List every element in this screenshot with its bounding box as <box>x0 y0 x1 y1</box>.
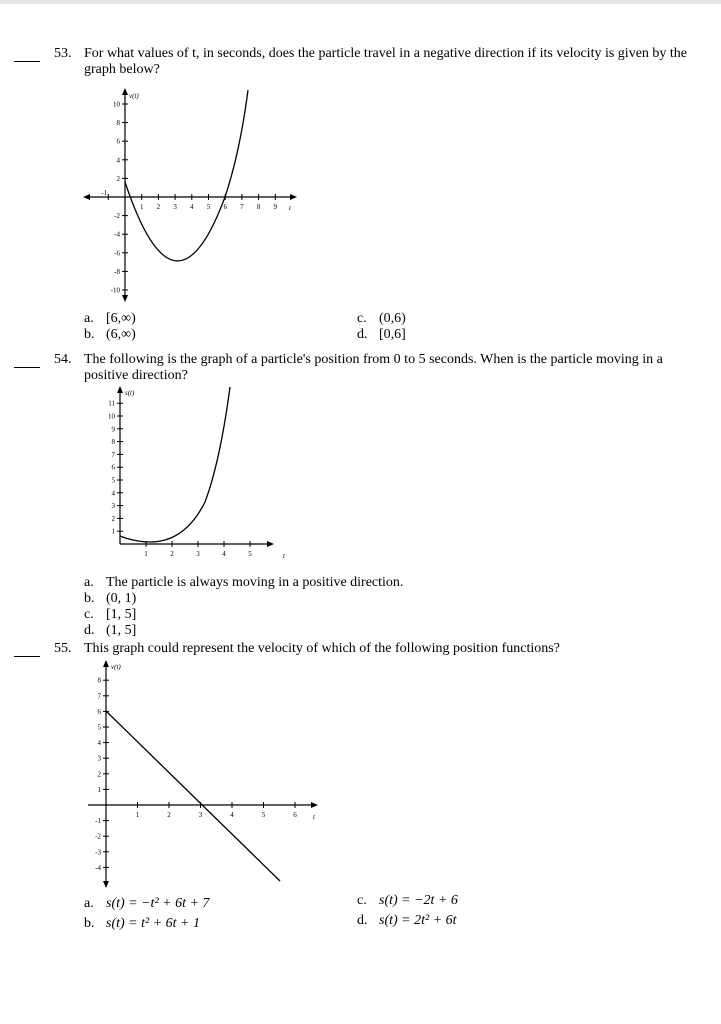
y-tick-label: -6 <box>114 249 120 258</box>
y-tick-label: -2 <box>114 212 120 221</box>
choice-55-a[interactable]: a. s(t) = −t² + 6t + 7 <box>84 896 210 911</box>
choice-53-b[interactable]: b. (6,∞) <box>84 327 136 342</box>
question-number-53: 53. <box>54 46 72 61</box>
y-axis-label: v(t) <box>129 92 139 100</box>
y-tick-label: 4 <box>116 156 120 165</box>
x-tick-label: 9 <box>273 203 278 211</box>
y-tick-label: 2 <box>111 514 115 523</box>
y-axis-arrow-up <box>103 660 109 667</box>
y-tick-label: 7 <box>111 450 115 459</box>
position-graph-54 <box>100 382 290 560</box>
y-tick-label: 9 <box>111 425 115 434</box>
choice-53-a[interactable]: a. [6,∞) <box>84 311 136 326</box>
y-axis-arrow-down <box>103 881 109 888</box>
y-tick-label: 2 <box>116 174 120 183</box>
y-tick-label: 10 <box>108 412 115 421</box>
y-tick-label: 3 <box>97 754 101 763</box>
y-axis-arrow-up <box>122 88 128 95</box>
x-axis-label: t <box>283 552 285 560</box>
x-tick-label: 6 <box>293 811 297 819</box>
y-axis-label: v(t) <box>111 663 121 671</box>
answer-blank-53[interactable] <box>14 61 40 62</box>
x-tick-label: 2 <box>156 203 161 211</box>
answer-blank-55[interactable] <box>14 656 40 657</box>
y-tick-label: -1 <box>95 817 101 826</box>
velocity-curve <box>125 90 248 261</box>
y-tick-label: 5 <box>111 476 115 485</box>
y-tick-label: 2 <box>97 770 101 779</box>
y-tick-label: 1 <box>111 527 115 536</box>
x-tick-label: -1 <box>101 189 108 197</box>
choice-53-c[interactable]: c. (0,6) <box>357 311 406 326</box>
y-tick-label: -8 <box>114 267 120 276</box>
x-axis-arrow-right <box>311 802 318 808</box>
y-axis-label: s(t) <box>125 389 135 397</box>
y-tick-label: 6 <box>97 707 101 716</box>
choice-54-c[interactable]: c. [1, 5] <box>84 607 137 622</box>
choice-55-b[interactable]: b. s(t) = t² + 6t + 1 <box>84 916 200 931</box>
y-tick-label: 7 <box>97 692 101 701</box>
x-tick-label: 6 <box>223 203 227 211</box>
x-tick-label: 5 <box>248 550 252 558</box>
y-tick-label: 8 <box>116 119 120 128</box>
choice-54-a[interactable]: a. The particle is always moving in a positive direction. <box>84 575 404 590</box>
choice-55-d[interactable]: d. s(t) = 2t² + 6t <box>357 913 457 928</box>
x-tick-label: 1 <box>135 811 140 819</box>
choice-54-d[interactable]: d. (1, 5] <box>84 623 137 638</box>
x-tick-label: 4 <box>230 811 234 819</box>
y-axis-arrow-up <box>117 386 123 393</box>
x-tick-label: 1 <box>144 550 148 558</box>
choice-53-d[interactable]: d. [0,6] <box>357 327 406 342</box>
x-tick-label: 3 <box>173 203 177 211</box>
y-tick-label: 11 <box>108 399 115 408</box>
y-tick-label: 8 <box>111 438 115 447</box>
velocity-graph-53 <box>80 82 310 304</box>
x-tick-label: 4 <box>222 550 226 558</box>
y-tick-label: 6 <box>116 137 120 146</box>
choice-54-b[interactable]: b. (0, 1) <box>84 591 137 606</box>
position-curve <box>120 387 230 542</box>
y-tick-label: 6 <box>111 463 115 472</box>
y-tick-label: 4 <box>97 739 101 748</box>
x-tick-label: 8 <box>256 203 261 211</box>
x-axis-label: t <box>313 813 315 821</box>
choice-55-c[interactable]: c. s(t) = −2t + 6 <box>357 893 458 908</box>
y-tick-label: -2 <box>95 832 101 841</box>
y-axis-arrow-down <box>122 295 128 302</box>
y-tick-label: 8 <box>97 676 101 685</box>
y-tick-label: -3 <box>95 848 101 857</box>
x-tick-label: 2 <box>167 811 171 819</box>
question-text-54: The following is the graph of a particle's position from 0 to 5 seconds. When is the particle moving in a positive direction? <box>84 352 663 383</box>
question-text-53: For what values of t, in seconds, does the particle travel in a negative direction if its velocity is given by the graph below? <box>84 46 688 77</box>
y-tick-label: 1 <box>97 785 101 794</box>
y-tick-label: -4 <box>114 230 120 239</box>
velocity-graph-55 <box>84 656 329 894</box>
question-number-55: 55. <box>54 641 72 656</box>
y-tick-label: -4 <box>95 863 101 872</box>
page-top-border <box>0 0 721 4</box>
y-tick-label: 5 <box>97 723 101 732</box>
x-axis-arrow-left <box>83 194 90 200</box>
x-tick-label: 5 <box>261 811 266 819</box>
x-tick-label: 7 <box>240 203 244 211</box>
x-axis-arrow-right <box>290 194 297 200</box>
x-tick-label: 4 <box>190 203 194 211</box>
y-tick-label: -10 <box>110 286 120 295</box>
y-tick-label: 10 <box>113 100 120 109</box>
x-tick-label: 3 <box>196 550 200 558</box>
question-number-54: 54. <box>54 352 72 367</box>
x-axis-label: t <box>289 204 291 212</box>
x-tick-label: 3 <box>198 811 203 819</box>
x-axis-arrow-right <box>267 541 274 547</box>
question-text-55: This graph could represent the velocity of which of the following position functions? <box>84 641 560 656</box>
x-tick-label: 5 <box>206 203 211 211</box>
velocity-line <box>106 711 280 881</box>
x-tick-label: 1 <box>139 203 144 211</box>
y-tick-label: 3 <box>111 502 115 511</box>
x-tick-label: 2 <box>170 550 174 558</box>
answer-blank-54[interactable] <box>14 367 40 368</box>
y-tick-label: 4 <box>111 489 115 498</box>
